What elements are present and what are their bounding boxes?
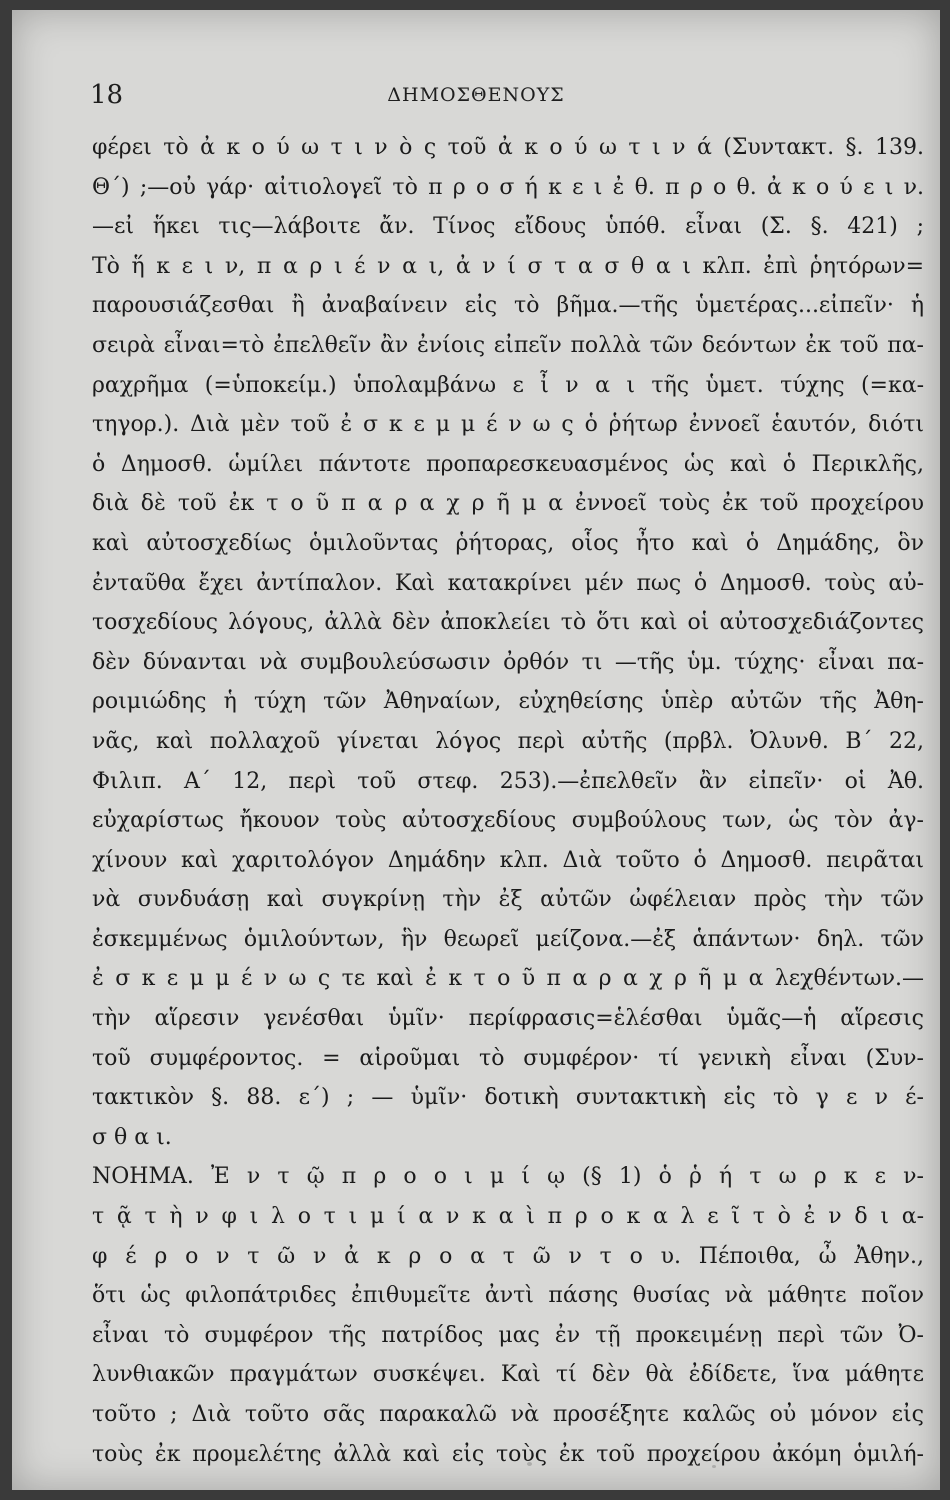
text-line: σ θ α ι. (92, 1124, 172, 1150)
text-line: ἐσκεμμένως ὁμιλούντων, ἣν θεωρεῖ μείζονα.—ἐξ ἁπάντων· δηλ. τῶν (92, 926, 924, 952)
text-line: ἐνταῦθα ἔχει ἀντίπαλον. Καὶ κατακρίνει μέν πως ὁ Δημοσθ. τοὺς αὐ- (92, 570, 924, 596)
page-body (92, 128, 924, 1474)
text-line: τοῦτο ; Διὰ τοῦτο σᾶς παρακαλῶ νὰ προσέξητε καλῶς οὐ μόνον εἰς (92, 1402, 924, 1427)
text-line: δὲν δύνανται νὰ συμβουλεύσωσιν ὀρθόν τι —τῆς ὑμ. τύχης· εἶναι πα- (92, 649, 924, 675)
text-line: Φιλιπ. Α΄ 12, περὶ τοῦ στεφ. 253).—ἐπελθεῖν ἂν εἰπεῖν· οἱ Ἀθ. (92, 768, 924, 794)
text-line: νὰ συνδυάσῃ καὶ συγκρίνῃ τὴν ἐξ αὐτῶν ὠφέλειαν πρὸς τὴν τῶν (92, 887, 924, 913)
text-line: Θ΄) ;—οὐ γάρ· αἰτιολογεῖ τὸ π ρ ο σ ή κ ε ι ἐ θ. π ρ ο θ. ἀ κ ο ύ ε ι ν. (92, 174, 924, 200)
text-line: τοσχεδίους λόγους, ἀλλὰ δὲν ἀποκλείει τὸ ὅτι καὶ οἱ αὐτοσχεδιάζοντες (92, 610, 924, 636)
text-line: τοῦ συμφέροντος. = αἱροῦμαι τὸ συμφέρον· τί γενικὴ εἶναι (Συν- (92, 1045, 924, 1071)
page-header (12, 80, 940, 120)
text-line: φέρει τὸ ἀ κ ο ύ ω τ ι ν ὸ ς τοῦ ἀ κ ο ύ ω τ ι ν ά (Συντακτ. §. 139. (92, 135, 924, 160)
text-line: —εἰ ἥκει τις—λάβοιτε ἄν. Τίνος εἴδους ὑπόθ. εἶναι (Σ. §. 421) ; (92, 214, 924, 240)
text-line: νᾶς, καὶ πολλαχοῦ γίνεται λόγος περὶ αὐτῆς (πρβλ. Ὀλυνθ. Β΄ 22, (92, 728, 924, 754)
text-line: σειρὰ εἶναι=τὸ ἐπελθεῖν ἂν ἐνίοις εἰπεῖν πολλὰ τῶν δεόντων ἐκ τοῦ πα- (92, 332, 924, 358)
print-speck (527, 1462, 532, 1466)
text-line: ραχρῆμα (=ὑποκείμ.) ὑπολαμβάνω ε ἶ ν α ι τῆς ὑμετ. τύχης (=κα- (92, 372, 924, 398)
text-line: τ ᾷ τ ὴ ν φ ι λ ο τ ι μ ί α ν κ α ὶ π ρ ο κ α λ ε ῖ τ ὸ ἐ ν δ ι α- (92, 1204, 924, 1230)
print-speck (712, 1465, 716, 1468)
running-title: ΔΗΜΟΣΘΕΝΟΥΣ (387, 84, 565, 106)
text-line: χίνουν καὶ χαριτολόγον Δημάδην κλπ. Διὰ τοῦτο ὁ Δημοσθ. πειρᾶται (92, 847, 924, 873)
book-page (12, 10, 940, 1490)
text-line: τὴν αἵρεσιν γενέσθαι ὑμῖν· περίφρασις=ἑλέσθαι ὑμᾶς—ἡ αἵρεσις (92, 1006, 924, 1032)
text-line: φ έ ρ ο ν τ ῶ ν ἀ κ ρ ο α τ ῶ ν τ ο υ. Πέποιθα, ὦ Ἀθην., (92, 1243, 924, 1269)
text-line: διὰ δὲ τοῦ ἐκ τ ο ῦ π α ρ α χ ρ ῆ μ α ἐννοεῖ τοὺς ἐκ τοῦ προχείρου (92, 491, 924, 517)
text-line: ΝΟΗΜΑ. Ἐ ν τ ῷ π ρ ο ο ι μ ί ῳ (§ 1) ὁ ῥ ή τ ω ρ κ ε ν- (92, 1164, 924, 1190)
text-line: τοὺς ἐκ προμελέτης ἀλλὰ καὶ εἰς τοὺς ἐκ τοῦ προχείρου ἀκόμη ὁμιλή- (92, 1441, 924, 1467)
text-line: εὐχαρίστως ἤκουον τοὺς αὐτοσχεδίους συμβούλους των, ὡς τὸν ἀγ- (92, 808, 924, 834)
text-line: ροιμιώδης ἡ τύχη τῶν Ἀθηναίων, εὐχηθείσης ὑπὲρ αὐτῶν τῆς Ἀθη- (92, 689, 924, 715)
text-line: παρουσιάζεσθαι ἢ ἀναβαίνειν εἰς τὸ βῆμα.—τῆς ὑμετέρας...εἰπεῖν· ἡ (92, 293, 924, 319)
text-line: ὁ Δημοσθ. ὡμίλει πάντοτε προπαρεσκευασμένος ὡς καὶ ὁ Περικλῆς, (92, 451, 924, 477)
text-line: ὅτι ὡς φιλοπάτριδες ἐπιθυμεῖτε ἀντὶ πάσης θυσίας νὰ μάθητε ποῖον (92, 1283, 924, 1309)
text-line: τακτικὸν §. 88. ε΄) ; — ὑμῖν· δοτικὴ συντακτικὴ εἰς τὸ γ ε ν έ- (92, 1085, 924, 1111)
text-line: Τὸ ἥ κ ε ι ν, π α ρ ι έ ν α ι, ἀ ν ί σ τ α σ θ α ι κλπ. ἐπὶ ῥητόρων= (92, 253, 924, 279)
text-line: εἶναι τὸ συμφέρον τῆς πατρίδος μας ἐν τῇ προκειμένῃ περὶ τῶν Ὀ- (92, 1322, 924, 1348)
print-speck (312, 1450, 318, 1454)
text-line: τηγορ.). Διὰ μὲν τοῦ ἐ σ κ ε μ μ έ ν ω ς ὁ ῥήτωρ ἐννοεῖ ἑαυτόν, διότι (92, 412, 924, 438)
text-line: καὶ αὐτοσχεδίως ὁμιλοῦντας ῥήτορας, οἷος ἦτο καὶ ὁ Δημάδης, ὃν (92, 530, 924, 556)
text-line: ἐ σ κ ε μ μ έ ν ω ς τε καὶ ἐ κ τ ο ῦ π α ρ α χ ρ ῆ μ α λεχθέντων.— (92, 966, 924, 992)
page-number: 18 (90, 80, 124, 110)
text-line: λυνθιακῶν πραγμάτων συσκέψει. Καὶ τί δὲν θὰ ἐδίδετε, ἵνα μάθητε (92, 1362, 924, 1388)
